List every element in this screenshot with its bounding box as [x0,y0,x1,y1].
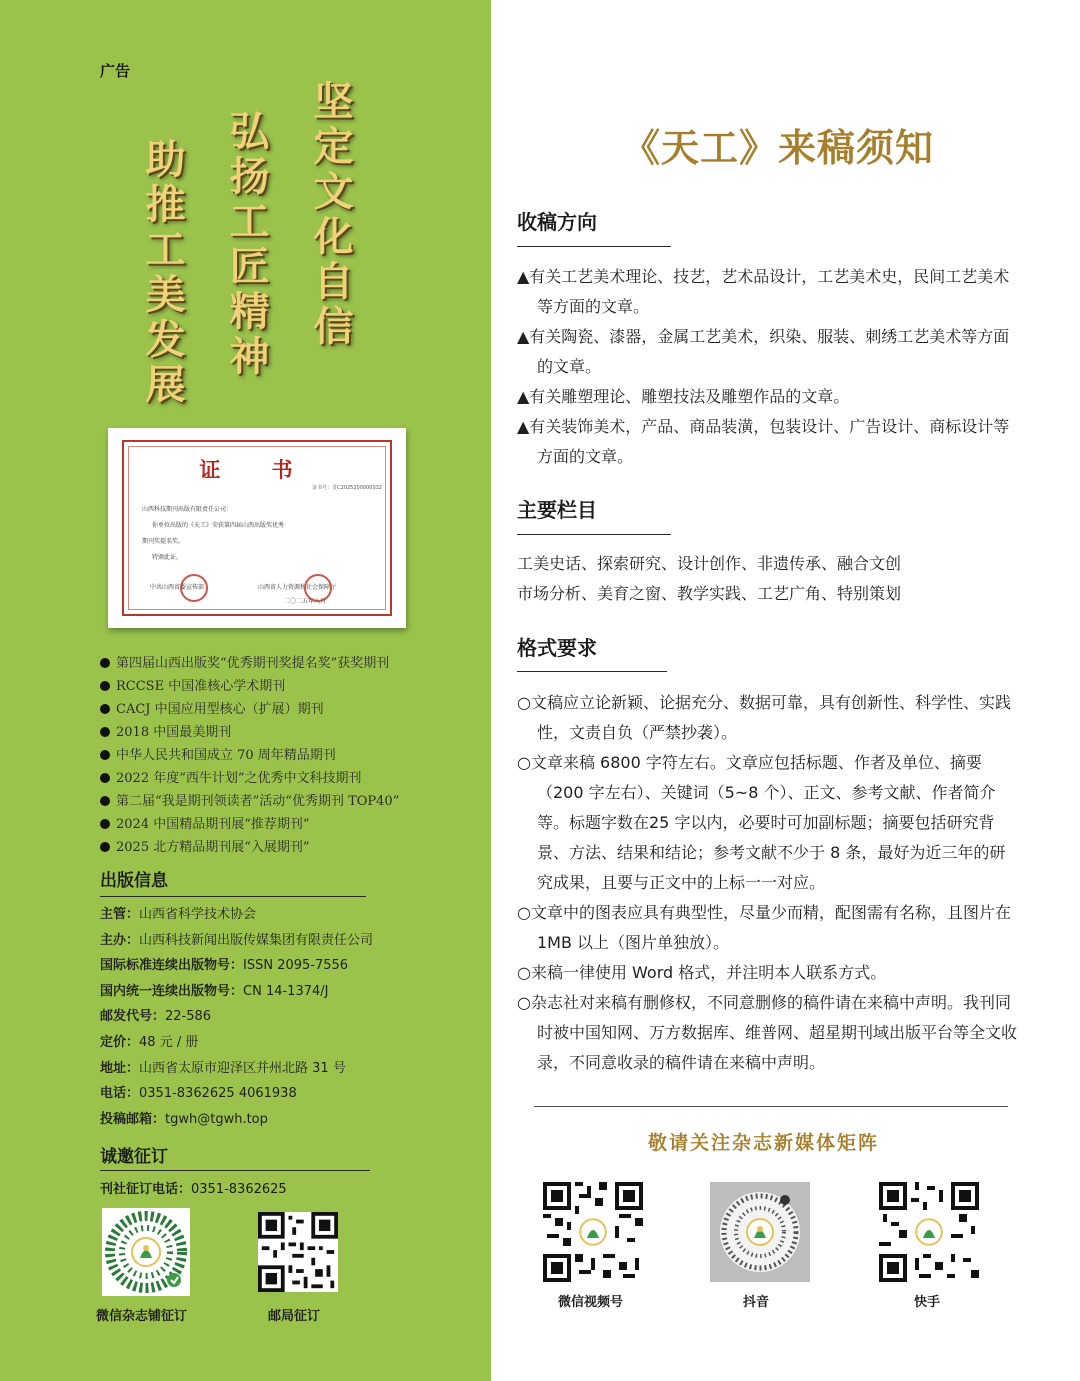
douyin-qr-icon[interactable] [710,1182,810,1282]
page-title: 《天工》来稿须知 [622,125,935,170]
section-heading-format: 格式要求 [517,636,597,660]
certificate-line: 期刊奖提名奖。 [142,538,185,545]
qr-caption: 邮局征订 [268,1309,321,1324]
divider [517,534,671,535]
direction-list [517,262,1017,472]
publication-row: 国内统一连续出版物号：CN 14-1374/J [100,983,329,999]
divider [517,246,671,247]
slogan-1: 坚定文化自信 [307,80,354,350]
wechat-shop-qr[interactable] [102,1208,190,1296]
publication-row: 主管：山西省科学技术协会 [100,907,257,922]
columns-line: 市场分析、美育之窗、教学实践、工艺广角、特别策划 [517,584,902,603]
certificate-issuer: 山西省人力资源和社会保障厅 [258,584,337,591]
left-panel [0,0,491,1381]
list-item: ▲有关陶瓷、漆器，金属工艺美术，织染、服装、刺绣工艺美术等方面的文章。 [517,327,1010,376]
bullet-icon [100,704,110,714]
ad-label: 广告 [100,62,131,80]
honor-item: RCCSE 中国准核心学术期刊 [100,675,480,698]
list-item: ▲有关工艺美术理论、技艺，艺术品设计，工艺美术史，民间工艺美术等方面的文章。 [517,267,1010,316]
publication-row: 电话：0351-8362625 4061938 [100,1086,297,1102]
bullet-icon [100,796,110,806]
columns-line: 工美史话、探索研究、设计创作、非遗传承、融合文创 [517,554,902,573]
bullet-icon [100,681,110,691]
publication-row: 投稿邮箱：tgwh@tgwh.top [100,1111,268,1127]
honor-item: 2022 年度“西牛计划”之优秀中文科技期刊 [100,767,480,790]
publication-row: 主办：山西科技新闻出版传媒集团有限责任公司 [100,932,374,948]
kuaishou-qr[interactable] [879,1182,979,1282]
qr-code-icon[interactable] [879,1182,979,1282]
publication-row: 国际标准连续出版物号：ISSN 2095-7556 [100,958,349,974]
publication-row: 邮发代号：22-586 [100,1009,212,1025]
post-office-qr[interactable] [258,1212,338,1292]
certificate-image [108,428,406,628]
certificate-date: 二〇二五年八月 [284,598,327,605]
honors-list [100,652,480,859]
douyin-qr[interactable] [710,1182,810,1282]
certificate-title: 证 书 [199,457,315,482]
certificate-line: 你单位出版的《天工》荣获第四届山西出版奖优秀 [152,522,285,529]
publication-heading: 出版信息 [100,871,168,891]
section-heading-direction: 收稿方向 [517,210,597,234]
honor-item: 第二届“我是期刊领读者”活动“优秀期刊 TOP40” [100,790,480,813]
qr-caption: 快手 [914,1295,941,1310]
follow-heading: 敬请关注杂志新媒体矩阵 [648,1132,880,1154]
honor-item: 中华人民共和国成立 70 周年精品期刊 [100,744,480,767]
certificate-line: 特颁此证。 [152,554,183,561]
qr-caption: 微信杂志铺征订 [96,1309,188,1324]
honor-item: 2025 北方精品期刊展“入展期刊” [100,836,480,859]
bullet-icon [100,842,110,852]
seal-icon [304,574,332,602]
list-item: ▲有关雕塑理论、雕塑技法及雕塑作品的文章。 [517,387,850,406]
divider [100,1170,370,1171]
publication-row: 定价：48 元 / 册 [100,1034,199,1050]
list-item: ○杂志社对来稿有删修权，不同意删修的稿件请在来稿中声明。我刊同时被中国知网、万方数据库、维普网、超星期刊域出版平台等全文收录，不同意收录的稿件请在来稿中声明。 [517,993,1018,1072]
slogans [130,80,370,410]
divider [517,671,667,672]
list-item: ▲有关装饰美术，产品、商品装潢，包装设计、广告设计、商标设计等方面的文章。 [517,417,1010,466]
subscribe-phone: 刊社征订电话：0351-8362625 [100,1182,287,1197]
list-item: ○文稿应立论新颖、论据充分、数据可靠，具有创新性、科学性、实践性，文责自负（严禁抄袭）。 [517,693,1011,742]
honor-item: 2018 中国最美期刊 [100,721,480,744]
publication-row: 地址：山西省太原市迎泽区并州北路 31 号 [100,1060,346,1076]
honor-item: 第四届山西出版奖“优秀期刊奖提名奖”获奖期刊 [100,652,480,675]
honor-item: CACJ 中国应用型核心（扩展）期刊 [100,698,480,721]
certificate-recipient: 山西科技期刊出版有限责任公司： [142,506,233,513]
bullet-icon [100,727,110,737]
honor-item: 2024 中国精品期刊展“推荐期刊” [100,813,480,836]
divider [534,1106,1008,1107]
seal-icon [180,574,208,602]
bullet-icon [100,750,110,760]
certificate-number: 证书号：晋C2025200000032 [312,485,382,491]
bullet-icon [100,773,110,783]
qr-code-icon[interactable] [258,1212,338,1292]
publication-info [100,902,480,1132]
qr-caption: 抖音 [743,1295,770,1310]
qr-caption: 微信视频号 [558,1295,624,1310]
bullet-icon [100,819,110,829]
divider [100,896,366,897]
slogan-3: 助推工美发展 [139,138,186,408]
bullet-icon [100,658,110,668]
qr-code-icon[interactable] [543,1182,643,1282]
wechat-channel-qr[interactable] [543,1182,643,1282]
list-item: ○文章中的图表应具有典型性，尽量少而精，配图需有名称，且图片在 1MB 以上（图片单独放）。 [517,903,1011,952]
format-list [517,688,1017,1078]
list-item: ○来稿一律使用 Word 格式，并注明本人联系方式。 [517,963,887,982]
list-item: ○文章来稿 6800 字符左右。文章应包括标题、作者及单位、摘要（200 字左右）、关键词（5~8 个）、正文、参考文献、作者简介等。标题字数在25 字以内，必要时可加副标题；摘要包括研究背景、方法、结果和结论；参考文献不少于 8 条，最好为近三年的研究成果，且要与正文中的上标一一对应。 [517,753,1006,892]
subscribe-heading: 诚邀征订 [100,1147,168,1167]
slogan-2: 弘扬工匠精神 [223,110,270,380]
wechat-mini-program-qr-icon[interactable] [102,1208,190,1296]
section-heading-columns: 主要栏目 [517,498,597,522]
certificate-issuer: 中共山西省委宣传部 [150,584,205,591]
